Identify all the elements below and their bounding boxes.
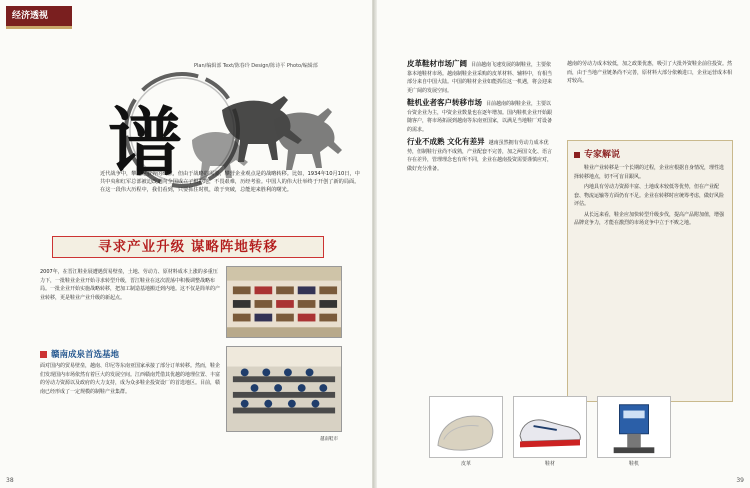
block-text: 越南虽然拥有劳动力成本优势，但制鞋行业尚不成熟，产业配套不完善，加之两国文化、语言存在差异，管理理念也有所不同，企业在越南投资需要谨慎应对，做好充分准备。 [407,140,553,172]
shoe-machine-image [597,396,671,458]
page-number-left: 38 [6,477,14,484]
block-text: 目前越南的制鞋企业，主要以台资企业为主，中资企业数量也在逐年增加。国内鞋机企业开始跟随客户，将市场拓展到越南等东南亚国家，以满足当地鞋厂对设备的需求。 [407,101,553,133]
calligraphy-glyph: 谱 [108,100,182,186]
ink-horse-illustration [52,70,352,222]
right-page [377,0,750,488]
shoe-material-image [513,396,587,458]
shoe-market-photo [226,266,342,338]
subheading: 赣南成泉首选基地 [40,348,220,360]
article-block [407,60,555,95]
expert-paragraph: 内地具有劳动力资源丰富、土地成本较低等优势，但在产业配套、物流运输等方面仍有不足。企业在转移时应统筹考虑，做好风险评估。 [574,184,725,207]
block-heading: 鞋机业者客户转移市场 [407,98,482,107]
block-heading: 皮革鞋材市场广阔 [407,59,467,68]
expert-box [567,140,733,402]
leather-sample-image [429,396,503,458]
expert-paragraph: 从长远来看，鞋企应加快转型升级步伐，提高产品附加值，增强品牌竞争力，才能在激烈的市场竞争中立于不败之地。 [574,211,725,226]
headline: 寻求产业升级 谋略阵地转移 [52,236,324,258]
expert-paragraph: 鞋业产业转移是一个长期的过程，企业应根据自身情况，理性选择转移地点，切不可盲目跟风。 [574,165,725,180]
article-block [407,138,555,173]
block-heading: 行业不成熟 文化有差异 [407,137,485,146]
expert-title: 专家解说 [574,147,726,160]
credits-line: Plan/编辑部 Text/陈春玲 Design/陈诗平 Photo/编辑部 [194,63,318,69]
article-block [407,99,555,134]
body-paragraph-2: 面对国内的贸易壁垒，越南、印尼等东南亚国家承接了部分订单转移。然而，鞋企们发现国内市场依然有着巨大的发展空间。江西赣南凭借其优越的地理位置、丰富的劳动力资源以及政府的大力支持，成为众多鞋企投资设厂的首选地区。目前，赣南已经形成了一定规模的制鞋产业集群。 [40,363,221,395]
page-number-right: 39 [736,477,744,484]
image-caption: 鞋机 [628,461,639,467]
image-caption: 皮革 [460,461,471,467]
image-caption: 鞋材 [544,461,555,467]
section-tag: 经济透视 [6,6,72,26]
photo-caption: 越南鞋市 [320,437,338,442]
block-text: 目前越南飞速发展的制鞋业，主要依靠本地鞋材市场。越南制鞋企业采购的皮革材料、辅料中，有相当部分来自中国大陆。中国的鞋材企业如能抓住这一机遇，将会迎来更广阔的发展空间。 [407,62,553,94]
left-page [0,0,373,488]
shoe-factory-photo [226,346,342,432]
section-tag-underline [6,26,72,29]
body-paragraph-1: 2007年，在晋江鞋业展遭遇贸易壁垒，土地、劳动力、原材料成本上涨的多重压力下，一批鞋业企业开始寻求转型升级，晋江鞋业在这次震荡中积极调整战略布局。一批企业开始实施战略转移，把加工制造基地搬迁到内地。这不仅是简单的产业转移，更是鞋业产业升级的新起点。 [40,269,221,301]
right-column-b: 越南的劳动力成本较低，加之政策优惠，吸引了大批外资鞋企前往投资。然而，由于当地产业链条尚不完善，原材料大部分依赖进口，企业运营成本相对较高。 [567,61,733,84]
intro-text: 近代战争中，攀地是我奔的终点，但由于战略的需要，攀营企业观点是的战略转移。比如，1934年10月10日，中共中央和红军总部被迫改道向全国成立了根据地，不畏艰难，历经考验。中国人的伟大壮举终于开创了新的局面。在这一段伟大历程中，我们看到，只要抓住时机，敢于突破，总能迎来胜利的曙光。 [100,171,360,193]
right-column-a [407,60,555,177]
